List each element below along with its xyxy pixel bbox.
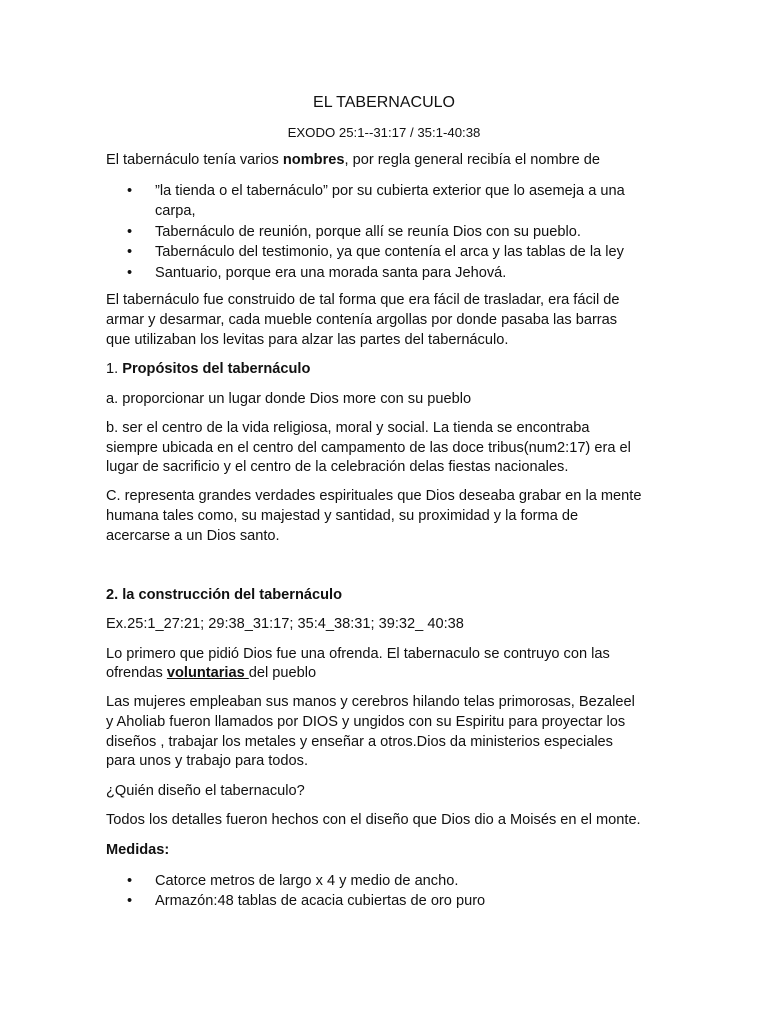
design-question: ¿Quién diseño el tabernaculo? [106, 783, 305, 799]
intro-bold-word: nombres [282, 152, 345, 168]
construction-paragraph-line: que utilizaban los levitas para alzar las partes del tabernáculo. [106, 332, 509, 348]
women-paragraph-line: diseños , trabajar los metales y enseñar a otros.Dios da ministerios especiales [106, 734, 613, 750]
purpose-item-b-line: siempre ubicada en el centro del campamento de las doce tribus(num2:17) era el [106, 440, 631, 456]
measures-heading: Medidas: [106, 842, 170, 858]
list-item: • ”la tienda o el tabernáculo” por su cubierta exterior que lo asemeja a una carpa, [127, 183, 625, 220]
voluntarias-emphasis: voluntarias [166, 665, 249, 681]
women-paragraph-line: y Aholiab fueron llamados por DIOS y ungidos con su Espiritu para proyectar los [106, 714, 626, 730]
offering-line: Lo primero que pidió Dios fue una ofrenda. El tabernaculo se contruyo con las [106, 646, 610, 662]
section1-heading: 1. Propósitos del tabernáculo [106, 361, 311, 377]
document-title: EL TABERNACULO [313, 94, 455, 111]
intro-paragraph: El tabernáculo tenía varios nombres, por regla general recibía el nombre de [106, 152, 601, 168]
purpose-item-b-line: lugar de sacrificio y el centro de la celebración delas fiestas nacionales. [106, 459, 569, 475]
bullet-icon: • [127, 893, 133, 910]
scripture-references: Ex.25:1_27:21; 29:38_31:17; 35:4_38:31; 39:32_ 40:38 [106, 616, 464, 632]
bullet-icon: • [127, 183, 133, 199]
document-subtitle: EXODO 25:1--31:17 / 35:1-40:38 [287, 125, 481, 140]
construction-paragraph-line: armar y desarmar, cada mueble contenía argollas por donde pasaba las barras [106, 312, 618, 328]
bullet-icon: • [127, 264, 133, 281]
names-list [127, 181, 625, 283]
bullet-icon: • [127, 244, 133, 261]
measures-list [127, 871, 485, 912]
list-item: • Armazón:48 tablas de acacia cubiertas de oro puro [127, 891, 485, 911]
purpose-item-b-line: b. ser el centro de la vida religiosa, moral y social. La tienda se encontraba [106, 420, 590, 436]
purpose-item-c-line: C. representa grandes verdades espirituales que Dios deseaba grabar en la mente [106, 488, 642, 504]
design-answer: Todos los detalles fueron hechos con el diseño que Dios dio a Moisés en el monte. [106, 812, 641, 828]
purpose-item-c-line: acercarse a un Dios santo. [106, 528, 280, 544]
women-paragraph-line: Las mujeres empleaban sus manos y cerebros hilando telas primorosas, Bezaleel [106, 694, 635, 710]
construction-paragraph-line: El tabernáculo fue construido de tal forma que era fácil de trasladar, era fácil de [106, 292, 620, 308]
list-item: • Tabernáculo de reunión, porque allí se reunía Dios con su pueblo. [127, 222, 625, 242]
list-item: • Santuario, porque era una morada santa para Jehová. [127, 263, 625, 283]
bullet-icon: • [127, 223, 133, 240]
list-item: • Tabernáculo del testimonio, ya que contenía el arca y las tablas de la ley [127, 242, 625, 262]
section2-heading: 2. la construcción del tabernáculo [106, 587, 342, 603]
bullet-icon: • [127, 873, 133, 889]
women-paragraph-line: para unos y trabajo para todos. [106, 753, 309, 769]
offering-line: ofrendas voluntarias del pueblo [106, 665, 317, 681]
purpose-item-c-line: humana tales como, su majestad y santidad, su proximidad y la forma de [106, 508, 579, 524]
list-item: • Catorce metros de largo x 4 y medio de ancho. [127, 871, 485, 891]
purpose-item-a: a. proporcionar un lugar donde Dios more con su pueblo [106, 391, 472, 407]
